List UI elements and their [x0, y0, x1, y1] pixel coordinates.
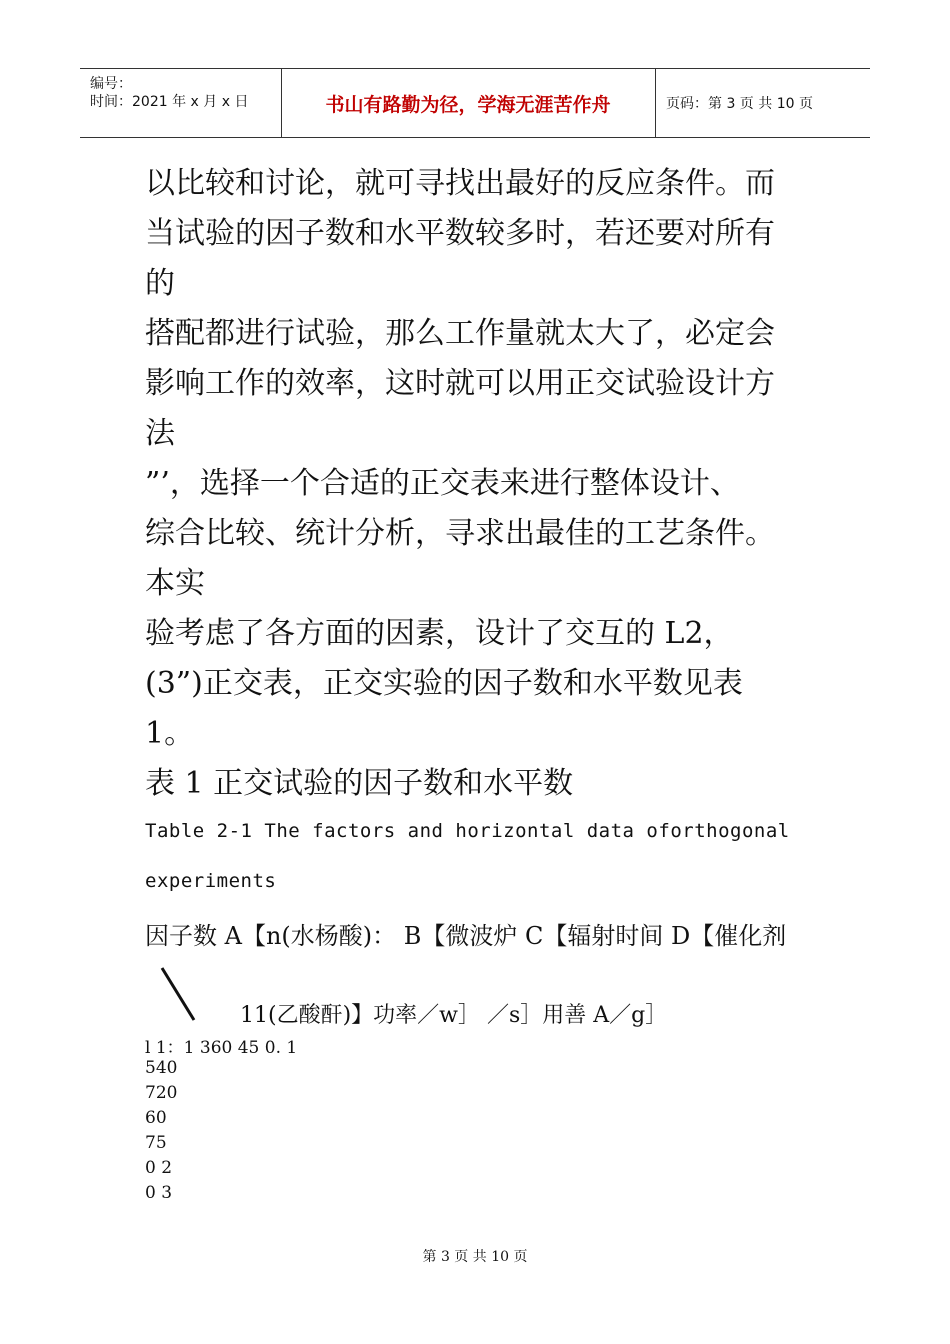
document-date: 时间：2021 年 x 月 x 日 [90, 94, 249, 110]
header-meta [80, 69, 280, 137]
table-title: 表 1 正交试验的因子数和水平数 [145, 766, 574, 801]
table-header-row-continued: 11(乙酸酐)】功率／w］ ／s］用善 A／g］ [240, 1003, 668, 1028]
body-line: 1。 [145, 716, 195, 751]
body-line: 当试验的因子数和水平数较多时，若还要对所有 [145, 216, 775, 251]
body-line: 的 [145, 266, 175, 301]
table-row: 540 [145, 1058, 178, 1078]
table-row: l 1：1 360 45 0. 1 [145, 1038, 298, 1058]
body-line: 影响工作的效率，这时就可以用正交试验设计方 [145, 366, 775, 401]
body-line: 法 [145, 416, 175, 451]
document-number-label: 编号： [90, 76, 132, 92]
body-line: 搭配都进行试验，那么工作量就太大了，必定会 [145, 316, 775, 351]
table-row: 0 3 [145, 1183, 173, 1203]
body-line: 以比较和讨论，就可寻找出最好的反应条件。而 [145, 166, 775, 201]
page-footer: 第 3 页 共 10 页 [422, 1249, 528, 1265]
table-row: 720 [145, 1083, 178, 1103]
header-page-info: 页码：第 3 页 共 10 页 [666, 96, 813, 112]
table-row: 60 [145, 1108, 167, 1128]
table-row: 75 [145, 1133, 167, 1153]
body-line: 综合比较、统计分析，寻求出最佳的工艺条件。 [145, 516, 775, 551]
body-line: ”’，选择一个合适的正交表来进行整体设计、 [145, 466, 740, 501]
table-caption-en: Table 2-1 The factors and horizontal data oforthogonal [145, 820, 790, 842]
body-line: 验考虑了各方面的因素，设计了交互的 L2， [145, 616, 734, 651]
header-motto: 书山有路勤为径，学海无涯苦作舟 [325, 93, 611, 116]
diagonal-slash-mark [158, 966, 198, 1022]
table-header-row: 因子数 A【n(水杨酸)： B【微波炉 C【辐射时间 D【催化剂 [145, 922, 787, 950]
body-line: (3”)正交表，正交实验的因子数和水平数见表 [145, 666, 743, 701]
table-row: 0 2 [145, 1158, 173, 1178]
page-header [80, 68, 870, 138]
table-caption-en: experiments [145, 870, 277, 892]
body-line: 本实 [145, 566, 205, 601]
